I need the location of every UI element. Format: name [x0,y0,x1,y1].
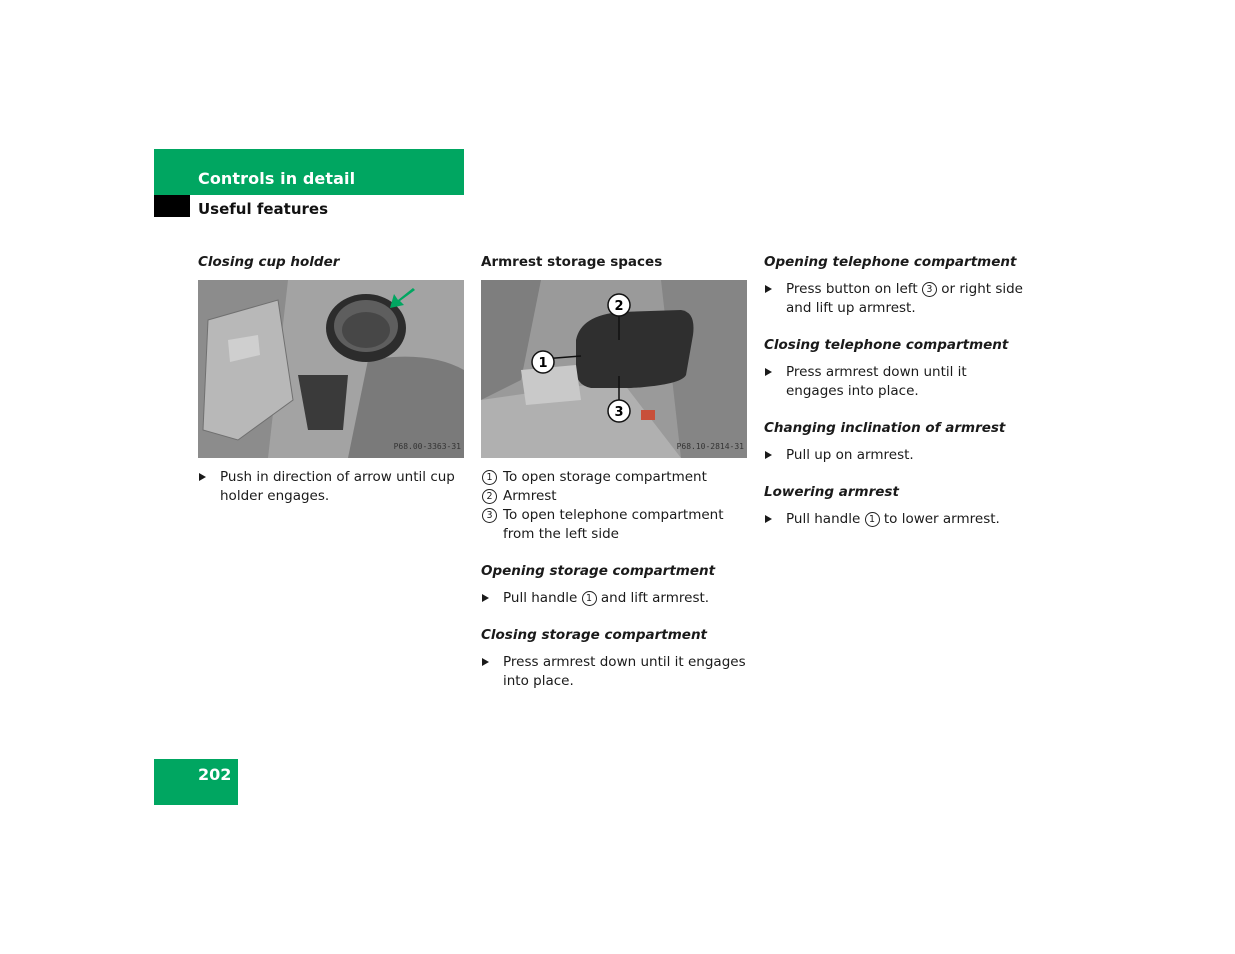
section-title: Controls in detail [198,169,356,188]
heading-closing-telephone: Closing telephone compartment [764,337,1009,353]
page-number: 202 [198,765,232,784]
section-closing-storage [481,626,747,691]
bullet-triangle-icon [199,473,206,481]
legend-item-1: 1 To open storage compartment [481,468,747,487]
heading-inclination: Changing inclination of armrest [764,420,1006,436]
figure-code: P68.10-2814-31 [676,442,744,451]
legend-item-3: 3 To open telephone compartment from the left side [481,506,747,544]
step-press-down: Press armrest down until it engages into place. [764,363,1026,401]
armrest-figure [481,280,747,458]
svg-text:2: 2 [614,299,624,314]
step-press-button: Press button on left 3 or right side and lift up armrest. [764,280,1026,318]
armrest-illustration [481,280,747,458]
cup-holder-illustration [198,280,464,458]
column-cup-holder [198,253,464,506]
heading-opening-telephone: Opening telephone compartment [764,254,1017,270]
heading-closing-cup-holder: Closing cup holder [198,254,340,270]
step-pull-handle: Pull handle 1 and lift armrest. [481,589,747,608]
heading-opening-storage: Opening storage compartment [481,563,716,579]
svg-text:3: 3 [614,405,624,420]
step-press-down: Press armrest down until it engages into place. [481,653,747,691]
legend-item-2: 2 Armrest [481,487,747,506]
column-armrest-storage [481,253,747,691]
bullet-triangle-icon [765,515,772,523]
heading-lowering: Lowering armrest [764,484,899,500]
step-push-arrow: Push in direction of arrow until cup holder engages. [198,468,464,506]
section-inclination [764,419,1026,465]
section-subtitle: Useful features [198,200,329,218]
heading-armrest-storage: Armrest storage spaces [481,254,663,270]
step-pull-up: Pull up on armrest. [764,446,1026,465]
bullet-triangle-icon [482,594,489,602]
bullet-triangle-icon [482,658,489,666]
step-pull-handle: Pull handle 1 to lower armrest. [764,510,1026,529]
heading-closing-storage: Closing storage compartment [481,627,708,643]
header-marker [154,195,190,217]
cup-holder-figure [198,280,464,458]
section-lowering [764,483,1026,529]
bullet-triangle-icon [765,285,772,293]
figure-code: P68.00-3363-31 [393,442,461,451]
column-telephone-armrest [764,253,1026,529]
section-closing-telephone [764,336,1026,401]
bullet-triangle-icon [765,451,772,459]
section-opening-storage [481,562,747,608]
bullet-triangle-icon [765,368,772,376]
section-opening-telephone [764,253,1026,318]
svg-text:1: 1 [538,356,548,371]
